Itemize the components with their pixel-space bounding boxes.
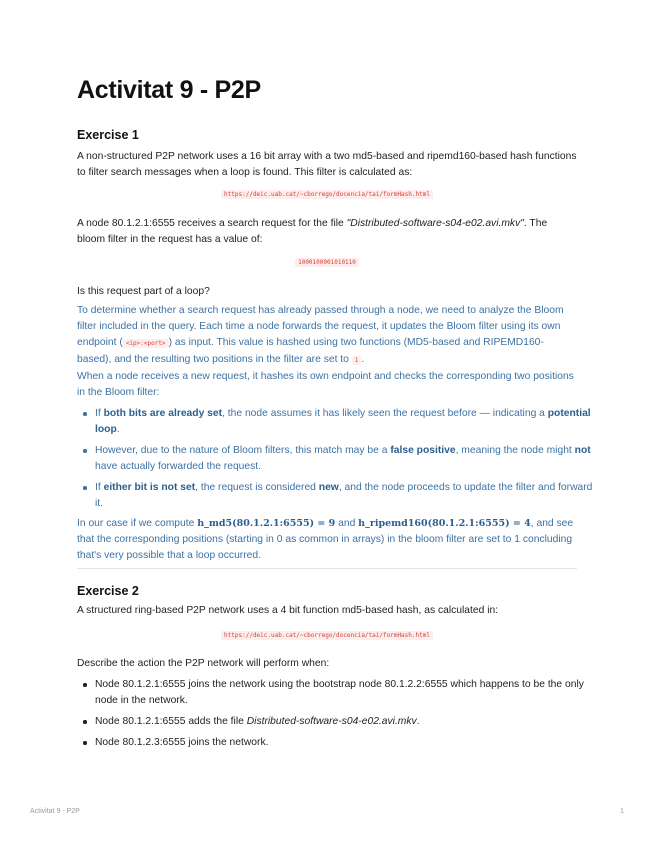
math-ripemd160: h_ripemd160(80.1.2.1:6555) = 4 — [358, 518, 531, 529]
list-item — [95, 480, 595, 512]
exercise-2-link-row — [77, 627, 577, 644]
exercise-1-node-text — [77, 216, 577, 248]
exercise-2-intro: A structured ring-based P2P network uses a 4 bit function md5-based hash, as calculated in: — [77, 605, 499, 616]
exercise-2-describe: Describe the action the P2P network will perform when: — [77, 658, 330, 669]
bullet-1-bold: both bits are already set — [103, 408, 223, 419]
exercise-2-list — [77, 677, 595, 756]
conclusion-b: and — [335, 518, 359, 529]
exercise-2-link[interactable]: https://deic.uab.cat/~cborrego/docencia/tai/formHash.html — [221, 631, 433, 640]
section-divider — [77, 568, 577, 569]
bullet-2-c: have actually forwarded the request. — [95, 461, 261, 472]
bullet-1-a: If — [95, 408, 104, 419]
math-md5: h_md5(80.1.2.1:6555) = 9 — [197, 518, 336, 529]
exercise-1-question: Is this request part of a loop? — [77, 286, 210, 297]
list-item — [95, 443, 595, 475]
exercise-2-heading: Exercise 2 — [77, 584, 139, 598]
conclusion-a: In our case if we compute — [77, 518, 198, 529]
exercise-1-intro: A non-structured P2P network uses a 16 bit array with a two md5-based and ripemd160-based hash functions to filter search messages when a loop is found. This filter is calculated as: — [77, 151, 577, 178]
bullet-3-a: If — [95, 482, 104, 493]
item-2-b: . — [416, 716, 420, 727]
bloom-filter-value: 1000100001010110 — [295, 258, 359, 267]
bullet-2-bold: false positive — [390, 445, 456, 456]
bullet-2-a: However, due to the nature of Bloom filters, this match may be a — [95, 445, 391, 456]
answer-1-c: . — [361, 354, 365, 365]
list-item: Node 80.1.2.1:6555 joins the network using the bootstrap node 80.1.2.2:6555 which happens to be the only node in the network. — [95, 677, 595, 709]
conclusion-c: , and see that the corresponding positions (starting in 0 as common in arrays) in the bloom filter are set to 1 concluding that's very possible that a loop occurred. — [77, 518, 574, 561]
conclusion-paragraph — [77, 516, 577, 564]
footer-title: Activitat 9 - P2P — [30, 808, 80, 815]
bullet-1-b: , the node assumes it has likely seen the request before — indicating a — [222, 408, 548, 419]
exercise-1-heading: Exercise 1 — [77, 128, 139, 142]
bullet-3-c: , and the node proceeds to update the filter and forward it. — [95, 482, 593, 509]
bullet-1-bold-2: potential loop — [95, 408, 591, 435]
file-name: "Distributed-software-s04-e02.avi.mkv" — [346, 218, 524, 229]
answer-paragraph-1 — [77, 303, 577, 369]
list-item — [95, 406, 595, 438]
page-title: Activitat 9 - P2P — [77, 76, 261, 104]
bullet-3-bold-2: new — [318, 482, 339, 493]
answer-1-a: To determine whether a search request has already passed through a node, we need to analyze the Bloom filter included in the query. Each time a node forwards the request, it updates the Bloom filter using its own endpoint ( — [77, 305, 564, 348]
bullet-2-bold-2: not — [574, 445, 591, 456]
answer-1-b: ) as input. This value is hashed using two functions (MD5-based and RIPEMD160-based), and the resulting two positions in the filter are set to — [77, 337, 544, 365]
node-text-a: A node 80.1.2.1:6555 receives a search request for the file — [77, 218, 347, 229]
list-item: Node 80.1.2.3:6555 joins the network. — [95, 735, 595, 751]
page-number: 1 — [620, 808, 624, 815]
bullet-3-bold: either bit is not set — [103, 482, 196, 493]
bloom-row — [77, 254, 577, 271]
bullet-2-b: , meaning the node might — [455, 445, 575, 456]
item-2-file: Distributed-software-s04-e02.avi.mkv — [246, 716, 417, 727]
answer-paragraph-2: When a node receives a new request, it hashes its own endpoint and checks the corresponding two positions in the Bloom filter: — [77, 371, 574, 398]
exercise-1-link[interactable]: https://deic.uab.cat/~cborrego/docencia/tai/formHash.html — [221, 190, 433, 199]
list-item — [95, 714, 595, 730]
bullet-1-c: . — [116, 424, 120, 435]
exercise-1-link-row — [77, 186, 577, 203]
endpoint-code: <ip>:<port> — [123, 339, 169, 348]
answer-bullet-list — [77, 406, 595, 517]
one-code: 1 — [352, 356, 362, 365]
node-text-b: . The bloom filter in the request has a value of: — [77, 218, 548, 245]
bullet-3-b: , the request is considered — [195, 482, 319, 493]
item-2-a: Node 80.1.2.1:6555 adds the file — [95, 716, 247, 727]
